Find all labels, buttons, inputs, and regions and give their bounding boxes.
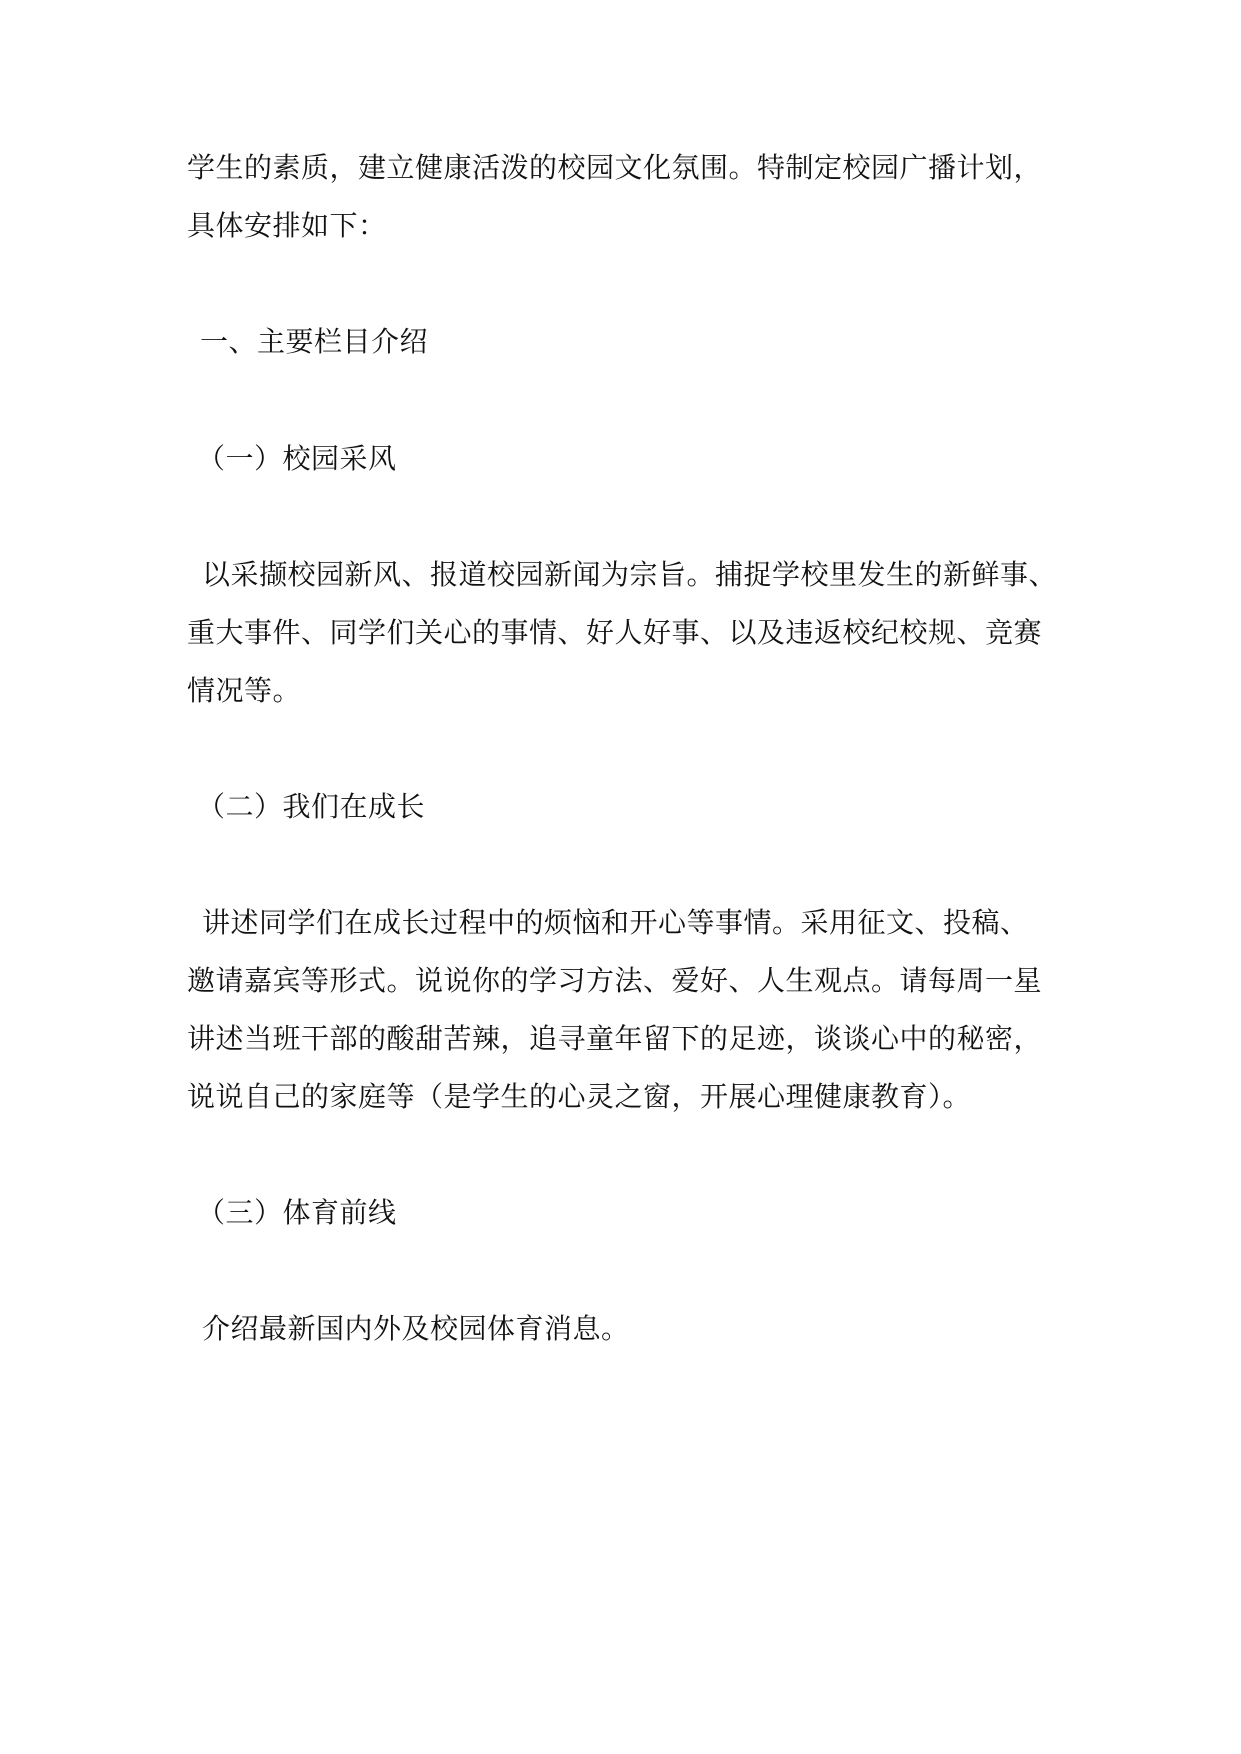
column2-paragraph-line-3: 讲述当班干部的酸甜苦辣，追寻童年留下的足迹，谈谈心中的秘密， xyxy=(187,1022,1043,1055)
column-heading-we-are-growing: （二）我们在成长 xyxy=(197,790,426,823)
column1-paragraph-line-1: 以采撷校园新风、报道校园新闻为宗旨。捕捉学校里发生的新鲜事、 xyxy=(202,558,1058,591)
column-heading-sports-frontline: （三）体育前线 xyxy=(197,1196,397,1229)
column-heading-campus-news: （一）校园采风 xyxy=(197,442,397,475)
column2-paragraph-line-4: 说说自己的家庭等（是学生的心灵之窗，开展心理健康教育）。 xyxy=(187,1080,972,1113)
column2-paragraph-line-2: 邀请嘉宾等形式。说说你的学习方法、爱好、人生观点。请每周一星 xyxy=(187,964,1043,997)
section-heading-main-columns: 一、主要栏目介绍 xyxy=(200,325,429,358)
intro-line-1: 学生的素质，建立健康活泼的校园文化氛围。特制定校园广播计划， xyxy=(187,151,1043,184)
intro-line-2: 具体安排如下： xyxy=(187,209,387,242)
column1-paragraph-line-2: 重大事件、同学们关心的事情、好人好事、以及违返校纪校规、竞赛 xyxy=(187,616,1043,649)
column2-paragraph-line-1: 讲述同学们在成长过程中的烦恼和开心等事情。采用征文、投稿、 xyxy=(202,906,1029,939)
column3-paragraph-line-1: 介绍最新国内外及校园体育消息。 xyxy=(202,1312,630,1345)
column1-paragraph-line-3: 情况等。 xyxy=(187,674,302,707)
